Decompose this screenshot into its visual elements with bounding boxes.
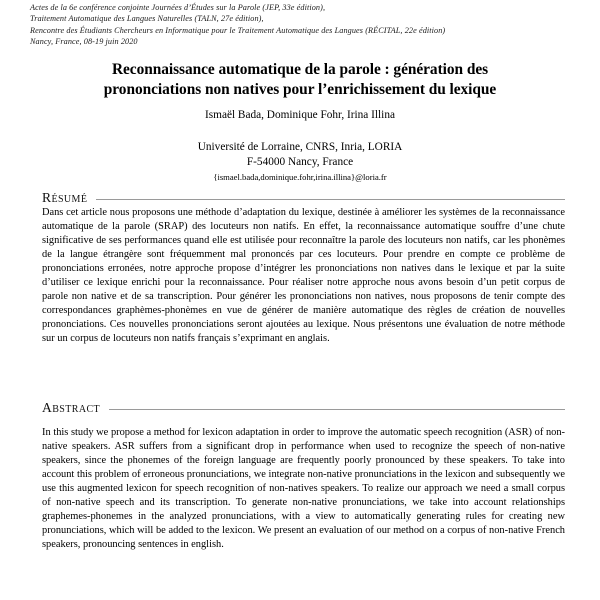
paper-title-line-2: prononciations non natives pour l’enrichissement du lexique: [103, 81, 497, 98]
conference-header-line-3: Rencontre des Étudiants Chercheurs en Informatique pour le Traitement Automatique des Langues (RÉCITAL, 22e édition): [30, 25, 446, 35]
conference-header-line-4: Nancy, France, 08-19 juin 2020: [30, 37, 138, 47]
paper-title-line-1: Reconnaissance automatique de la parole : génération des: [111, 61, 489, 78]
resume-body-text: Dans cet article nous proposons une méthode d’adaptation du lexique, destinée à améliorer les systèmes de la reconnaissance automatique de la parole (SRAP) des locuteurs non natifs. En effet, la reconnaissance automatique souffre d’une chute significative de ses performances quand elle est utilisée pour reconnaître la parole des locuteurs non natifs, car les phonèmes de la langue étrangère sont fréquemment mal prononcés par ces locuteurs. Pour prendre en compte ce problème de prononciations erronées, notre approche propose d’intégrer les prononciations non natives dans le lexique et par la suite d’utiliser ce lexique enrichi pour la reconnaissance. Pour réaliser notre approche nous avons besoin d’un petit corpus de parole non native et de sa transcription. Pour générer les prononciations non natives, nous proposons de tenir compte des correspondances graphèmes-phonèmes en vue de générer de manière automatique des règles de création de nouvelles prononciations. Ces nouvelles prononciations seront ajoutées au lexique. Nous présentons une évaluation de notre méthode sur un corpus de locuteurs non natifs français s’exprimant en anglais.: [42, 207, 565, 345]
abstract-heading-rule: [109, 409, 565, 410]
affiliation-line-1: Université de Lorraine, CNRS, Inria, LORIA: [197, 141, 403, 153]
resume-heading-rule: [96, 199, 565, 200]
author-list: Ismaël Bada, Dominique Fohr, Irina Illina: [205, 109, 395, 121]
abstract-heading-label: Abstract: [42, 400, 101, 415]
affiliation-block: [42, 140, 558, 184]
resume-section-heading: [42, 190, 565, 206]
abstract-body-text: In this study we propose a method for lexicon adaptation in order to improve the automatic speech recognition (ASR) of non-native speakers. ASR suffers from a significant drop in performance when used to recognize the speech of non-native speakers, since the phonemes of the foreign language are frequently poorly pronounced by these speakers. To take into account this problem of erroneous pronunciations, we integrate non-native pronunciations in the lexicon and subsequently we use this augmented lexicon for speech recognition of non-natives speakers. To realize our approach we need a small corpus of non-native speech and its transcription. To generate non-native pronunciations, we take into account relationships graphemes-phonemes in the analyzed pronunciations, with a view to automatically generating rules for creating new pronunciations, which will be added to the lexicon. We present an evaluation of our method on a corpus of non-native French speakers, pronouncing sentences in english.: [42, 427, 565, 551]
resume-heading-label: Résumé: [42, 190, 88, 205]
abstract-section-heading: [42, 400, 565, 416]
author-emails: {ismael.bada,dominique.fohr,irina.illina}@loria.fr: [213, 171, 387, 182]
affiliation-line-2: F-54000 Nancy, France: [246, 155, 354, 168]
paper-title: [42, 60, 558, 100]
conference-header-line-1: Actes de la 6e conférence conjointe Journées d’Études sur la Parole (JEP, 33e édition),: [30, 3, 326, 12]
conference-header: [30, 2, 582, 48]
conference-header-line-2: Traitement Automatique des Langues Naturelles (TALN, 27e édition),: [30, 14, 264, 24]
